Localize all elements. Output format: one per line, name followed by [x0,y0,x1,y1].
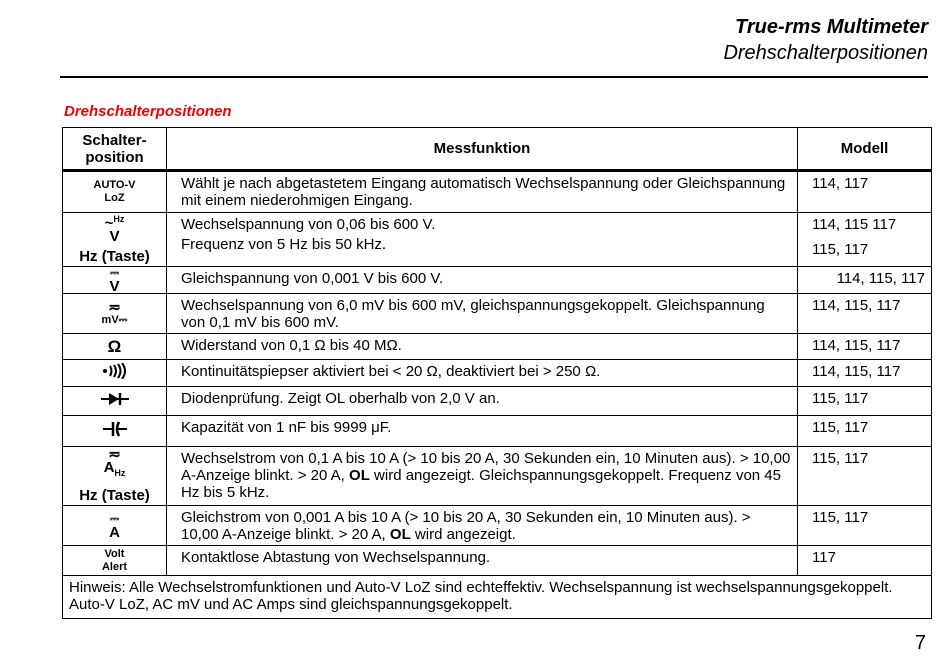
model-text: 115, 117 [798,447,932,506]
continuity-icon [63,360,167,387]
function-text: Kapazität von 1 nF bis 9999 μF. [167,416,798,447]
continuity-beeper-icon [102,363,128,379]
table-header-row [63,128,932,171]
ac-amp-symbol: ≂ $A_{Hz}$ Hz (Taste) [63,447,167,506]
model-text: 114, 115, 117 [798,294,932,334]
table-row [63,506,932,546]
function-text: Gleichspannung von 0,001 V bis 600 V. [167,267,798,294]
model-text: 114, 115, 117 [798,267,932,294]
table-row [63,294,932,334]
function-text: Gleichstrom von 0,001 A bis 10 A (> 10 bis 20 A, 30 Sekunden ein, 10 Minuten aus). > 10,00 A-Anzeige blinkt. > 20 A, OL wird angezeigt. [167,506,798,546]
header-rule [60,76,928,78]
model-text: 114, 115, 117 [798,334,932,360]
header-position: Schalter- position [63,128,167,171]
diode-icon [101,392,129,406]
function-text: Wählt je nach abgetastetem Eingang automatisch Wechselspannung oder Gleichspannung mit einem niederohmigen Eingang. [167,171,798,213]
function-text: Kontaktlose Abtastung von Wechselspannung. [167,546,798,576]
millivolt-symbol: ≂ mV⎓ [63,294,167,334]
model-text: 114, 115 117 115, 117 [798,213,932,267]
header-function: Messfunktion [167,128,798,171]
section-title: Drehschalterpositionen [64,103,232,120]
header-model: Modell [798,128,932,171]
function-text: Kontinuitätspiepser aktiviert bei < 20 Ω, deaktiviert bei > 250 Ω. [167,360,798,387]
table-row [63,213,932,267]
table-row [63,387,932,416]
table-row [63,334,932,360]
model-text: 115, 117 [798,506,932,546]
capacitor-icon [103,421,127,437]
dc-volt-symbol: ⎓ V [63,267,167,294]
table-row [63,171,932,213]
function-text: Wechselspannung von 0,06 bis 600 V. Frequenz von 5 Hz bis 50 kHz. [167,213,798,267]
table-note: Hinweis: Alle Wechselstromfunktionen und Auto-V LoZ sind echteffektiv. Wechselspannung ist wechselspannungsgekoppelt. Auto-V LoZ, AC mV und AC Amps sind gleichspannungsgekoppelt. [63,576,932,619]
function-text: Widerstand von 0,1 Ω bis 40 MΩ. [167,334,798,360]
ohm-icon: Ω [63,334,167,360]
page-number: 7 [914,632,926,654]
table-row [63,267,932,294]
model-text: 115, 117 [798,416,932,447]
table-row [63,416,932,447]
model-text: 114, 117 [798,171,932,213]
auto-v-loz-symbol: AUTO-V LoZ [63,171,167,213]
function-text: Wechselstrom von 0,1 A bis 10 A (> 10 bis 20 A, 30 Sekunden ein, 10 Minuten aus). > 10,00 A-Anzeige blinkt. > 20 A, OL wird angezeigt. Gleichspannungsgekoppelt. Frequenz von 45 Hz bis 5 kHz. [167,447,798,506]
page-header [723,14,928,66]
table-row [63,546,932,576]
ac-volt-symbol: ~$^{Hz}$ V Hz (Taste) [63,213,167,267]
model-text: 114, 115, 117 [798,360,932,387]
volt-alert-symbol: Volt Alert [63,546,167,576]
document-title: True-rms Multimeter [734,16,928,38]
dc-amp-symbol: ⎓ A [63,506,167,546]
switch-positions-table [62,127,932,619]
table-note-row [63,576,932,619]
table-row [63,360,932,387]
function-text: Diodenprüfung. Zeigt OL oberhalb von 2,0 V an. [167,387,798,416]
function-text: Wechselspannung von 6,0 mV bis 600 mV, gleichspannungsgekoppelt. Gleichspannung von 0,1 mV bis 600 mV. [167,294,798,334]
table-row [63,447,932,506]
diode-icon-cell [63,387,167,416]
document-subtitle: Drehschalterpositionen [723,42,928,64]
capacitor-icon-cell [63,416,167,447]
model-text: 117 [798,546,932,576]
model-text: 115, 117 [798,387,932,416]
